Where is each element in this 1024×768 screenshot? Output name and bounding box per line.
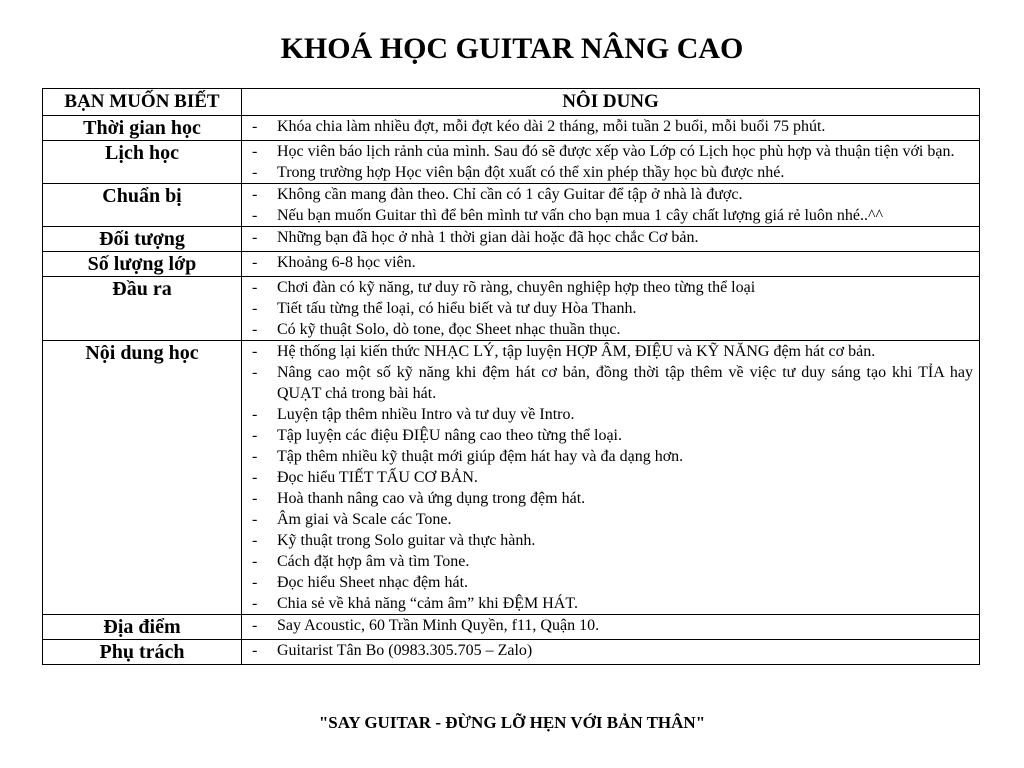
table-row <box>43 640 980 665</box>
content-list <box>250 184 973 226</box>
table-row <box>43 615 980 640</box>
row-label: Chuẩn bị <box>43 184 242 227</box>
course-info-table <box>42 88 980 665</box>
slogan-footer: "SAY GUITAR - ĐỪNG LỠ HẸN VỚI BẢN THÂN" <box>318 713 706 732</box>
table-row <box>43 252 980 277</box>
header-topic: BẠN MUỐN BIẾT <box>43 89 242 116</box>
page-title: KHOÁ HỌC GUITAR NÂNG CAO <box>280 32 744 65</box>
header-content: NÔI DUNG <box>242 89 980 116</box>
content-list <box>250 615 973 636</box>
row-content <box>242 341 980 615</box>
content-list <box>250 640 973 661</box>
row-label: Lịch học <box>43 141 242 184</box>
list-item: - Hệ thống lại kiến thức NHẠC LÝ, tập luyện HỢP ÂM, ĐIỆU và KỸ NĂNG đệm hát cơ bản. <box>250 341 973 362</box>
list-item: - Tập luyện các điệu ĐIỆU nâng cao theo từng thể loại. <box>250 425 973 446</box>
list-item: - Kỹ thuật trong Solo guitar và thực hành. <box>250 530 973 551</box>
row-content <box>242 615 980 640</box>
content-list <box>250 277 973 340</box>
row-label: Thời gian học <box>43 116 242 141</box>
table-row <box>43 116 980 141</box>
row-content <box>242 116 980 141</box>
list-item: - Luyện tập thêm nhiều Intro và tư duy về Intro. <box>250 404 973 425</box>
content-list <box>250 141 973 183</box>
list-item: - Khóa chia làm nhiều đợt, mỗi đợt kéo dài 2 tháng, mỗi tuần 2 buổi, mỗi buổi 75 phút. <box>250 116 973 137</box>
table-body <box>43 116 980 665</box>
row-content <box>242 227 980 252</box>
list-item: - Nếu bạn muốn Guitar thì để bên mình tư vấn cho bạn mua 1 cây chất lượng giá rẻ luôn nhé..^^ <box>250 205 973 226</box>
list-item: - Khoảng 6-8 học viên. <box>250 252 973 273</box>
row-label: Địa điểm <box>43 615 242 640</box>
content-list <box>250 227 973 248</box>
list-item: - Học viên báo lịch rảnh của mình. Sau đó sẽ được xếp vào Lớp có Lịch học phù hợp và thuận tiện với bạn. <box>250 141 973 162</box>
list-item: - Chia sẻ về khả năng “cảm âm” khi ĐỆM HÁT. <box>250 593 973 614</box>
row-label: Nội dung học <box>43 341 242 615</box>
row-label: Phụ trách <box>43 640 242 665</box>
list-item: - Đọc hiểu Sheet nhạc đệm hát. <box>250 572 973 593</box>
list-item: - Âm giai và Scale các Tone. <box>250 509 973 530</box>
row-content <box>242 252 980 277</box>
list-item: - Cách đặt hợp âm và tìm Tone. <box>250 551 973 572</box>
row-label: Số lượng lớp <box>43 252 242 277</box>
table-row <box>43 341 980 615</box>
list-item: - Trong trường hợp Học viên bận đột xuất có thể xin phép thầy học bù được nhé. <box>250 162 973 183</box>
list-item: - Những bạn đã học ở nhà 1 thời gian dài hoặc đã học chắc Cơ bản. <box>250 227 973 248</box>
list-item: - Chơi đàn có kỹ năng, tư duy rõ ràng, chuyên nghiệp hợp theo từng thể loại <box>250 277 973 298</box>
row-content <box>242 277 980 341</box>
content-list <box>250 252 973 273</box>
list-item: - Không cần mang đàn theo. Chỉ cần có 1 cây Guitar để tập ở nhà là được. <box>250 184 973 205</box>
row-content <box>242 184 980 227</box>
table-row <box>43 184 980 227</box>
list-item: - Tiết tấu từng thể loại, có hiểu biết và tư duy Hòa Thanh. <box>250 298 973 319</box>
list-item: - Đọc hiểu TIẾT TẤU CƠ BẢN. <box>250 467 973 488</box>
list-item: - Guitarist Tân Bo (0983.305.705 – Zalo) <box>250 640 973 661</box>
content-list <box>250 341 973 614</box>
row-content <box>242 640 980 665</box>
list-item: - Hoà thanh nâng cao và ứng dụng trong đệm hát. <box>250 488 973 509</box>
table-row <box>43 227 980 252</box>
row-content <box>242 141 980 184</box>
row-label: Đối tượng <box>43 227 242 252</box>
content-list <box>250 116 973 137</box>
list-item: - Tập thêm nhiều kỹ thuật mới giúp đệm hát hay và đa dạng hơn. <box>250 446 973 467</box>
list-item: - Say Acoustic, 60 Trần Minh Quyền, f11, Quận 10. <box>250 615 973 636</box>
table-row <box>43 141 980 184</box>
list-item: - Nâng cao một số kỹ năng khi đệm hát cơ bản, đồng thời tập thêm về việc tư duy sáng tạo khi TỈA hay QUẠT chả trong bài hát. <box>250 362 973 404</box>
table-header-row <box>43 89 980 116</box>
table-row <box>43 277 980 341</box>
row-label: Đầu ra <box>43 277 242 341</box>
list-item: - Có kỹ thuật Solo, dò tone, đọc Sheet nhạc thuần thục. <box>250 319 973 340</box>
